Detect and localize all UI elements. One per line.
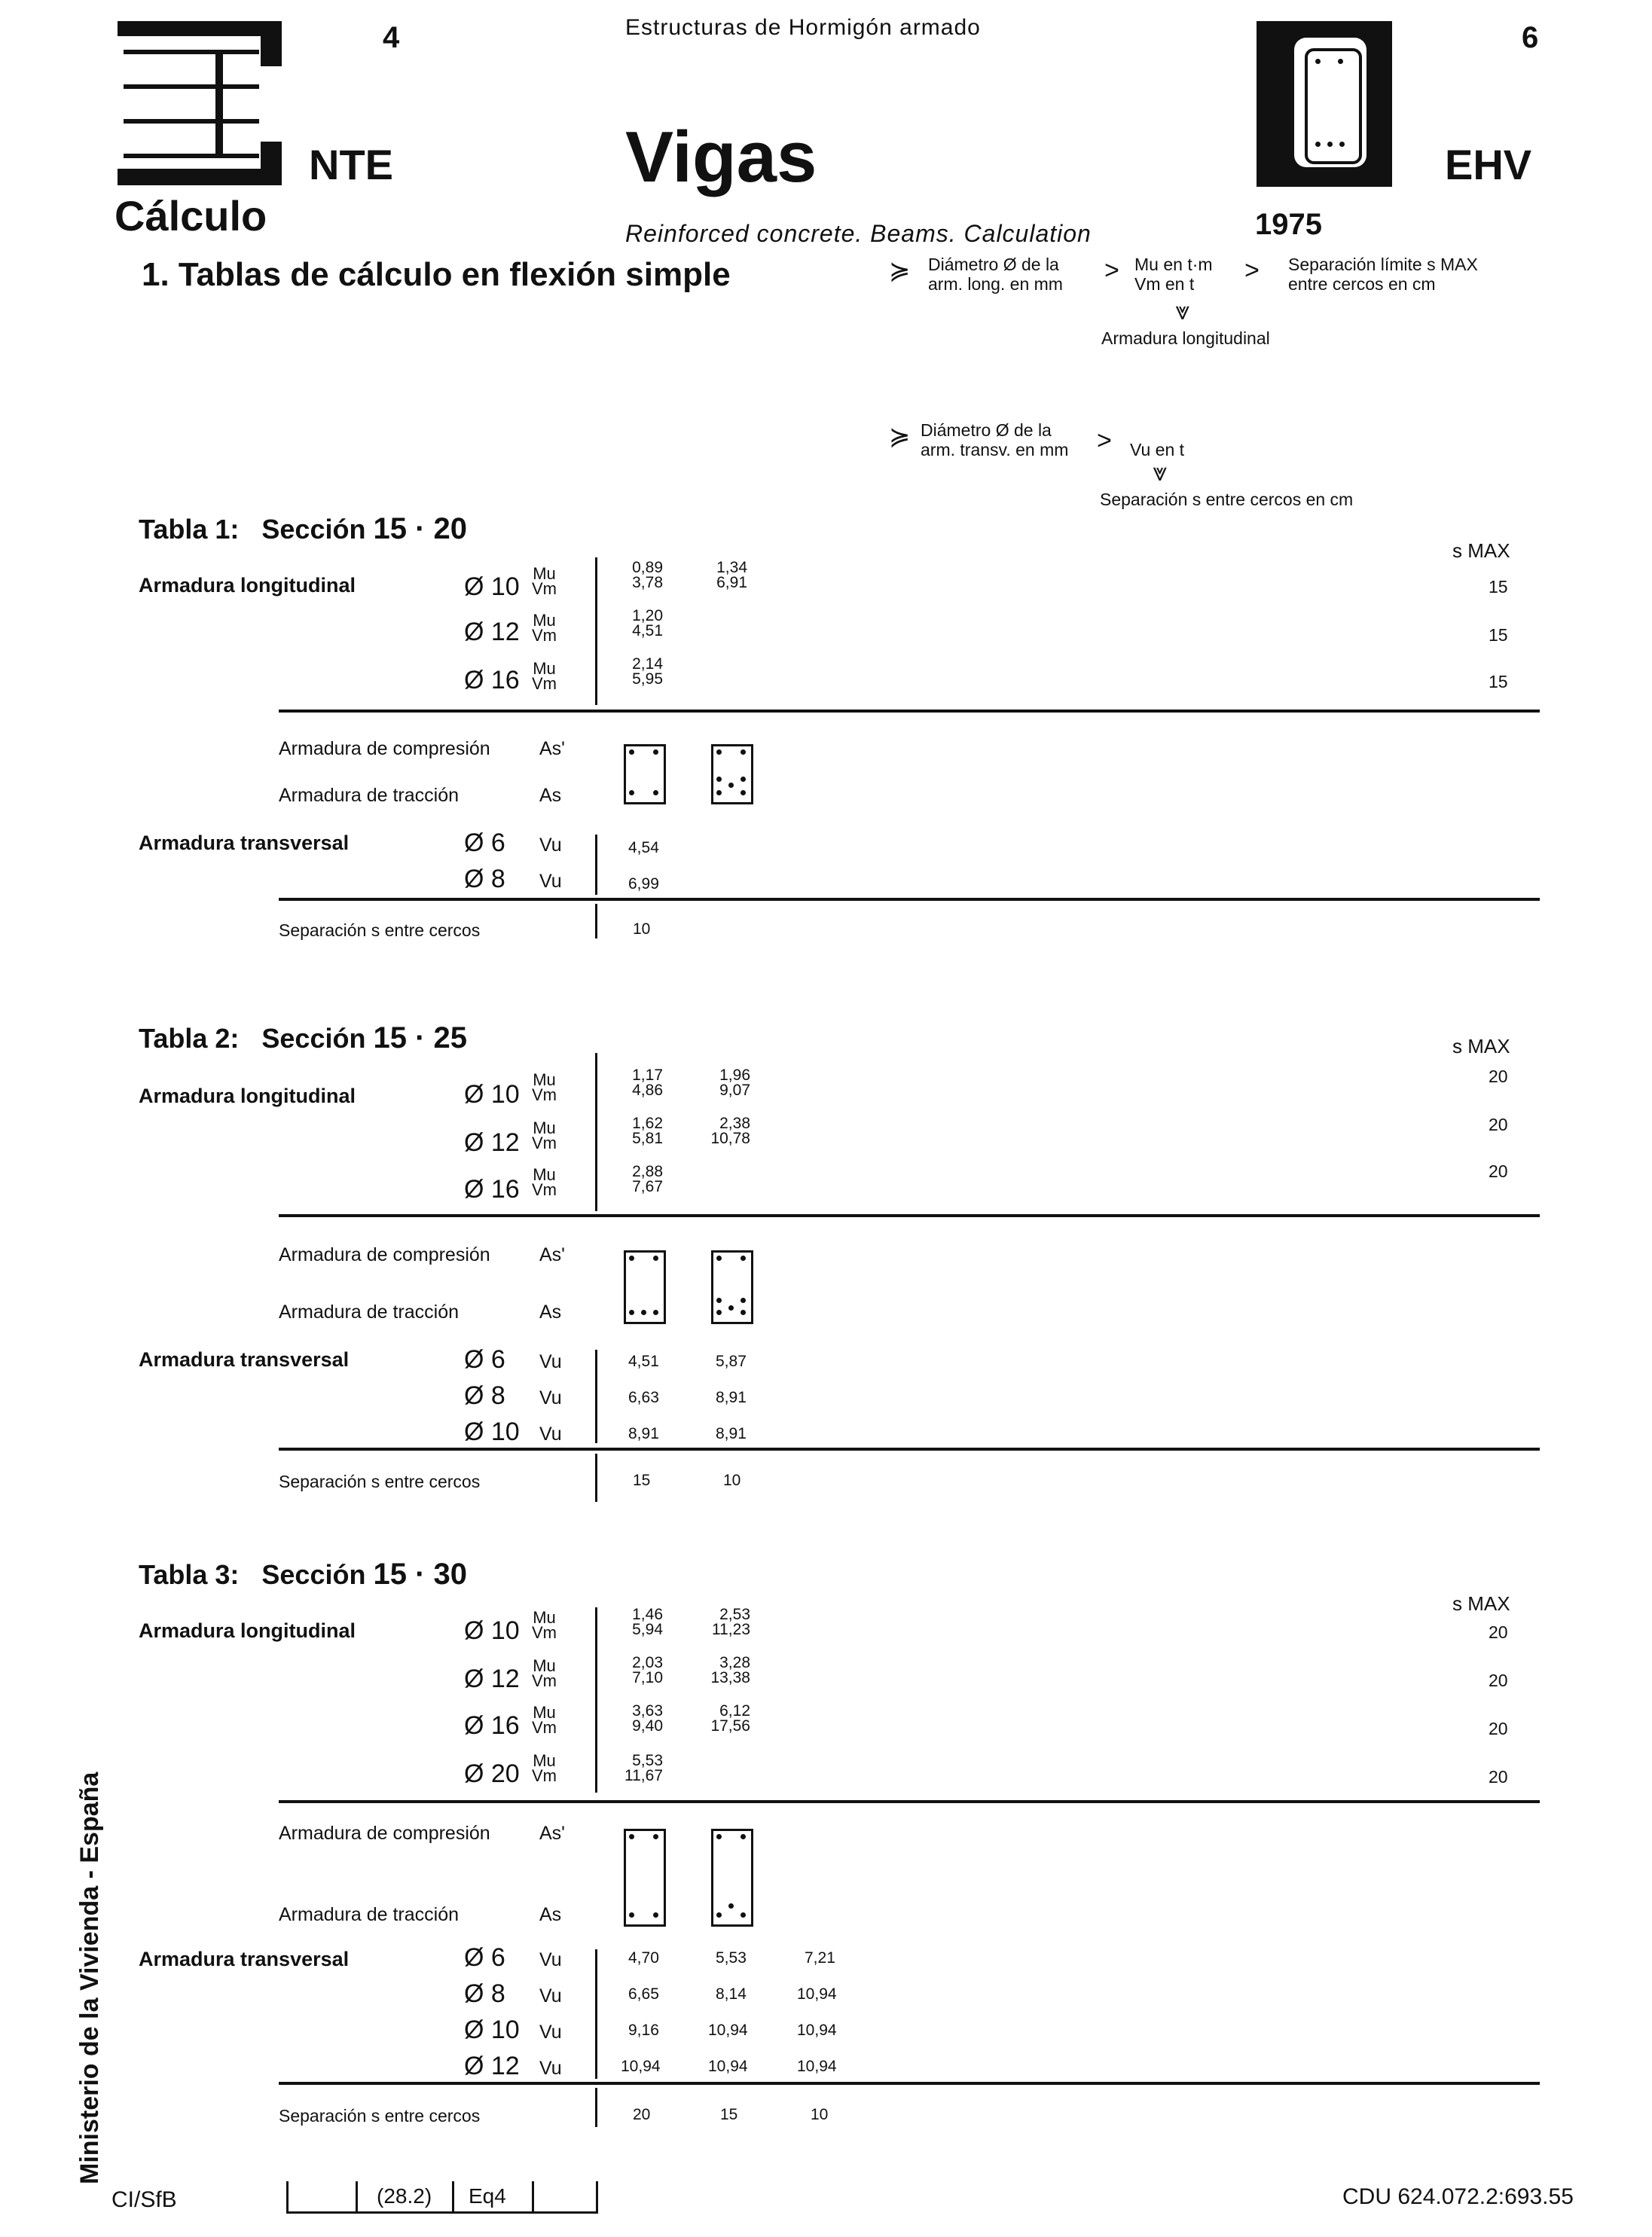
phi-label: Ø 12 xyxy=(464,1665,520,1693)
value-cell: 5,53 xyxy=(716,1949,747,1967)
arrow-down-icon: ⩔ xyxy=(1175,297,1190,325)
value-cell: 2,03 7,10 xyxy=(632,1654,663,1686)
sep-value: 15 xyxy=(633,1472,651,1489)
phi-label: Ø 8 xyxy=(464,865,505,893)
vu-label: Vu xyxy=(539,1351,562,1372)
trac-label: Armadura de tracción xyxy=(279,1904,460,1925)
phi-label: Ø 10 xyxy=(464,2016,520,2044)
value-cell: 1,17 4,86 xyxy=(632,1067,663,1099)
value-cell: 10,94 xyxy=(621,2058,661,2075)
legend-long-item3: Separación límite s MAX entre cercos en cm xyxy=(1288,255,1478,294)
value-cell: 1,34 6,91 xyxy=(716,559,747,591)
value-cell: 8,14 xyxy=(716,1985,747,2003)
phi-label: Ø 10 xyxy=(464,1080,520,1109)
trans-label: Armadura transversal xyxy=(139,832,350,854)
vu-label: Vu xyxy=(539,871,562,892)
smax-value: 15 xyxy=(1489,577,1508,597)
vu-label: Vu xyxy=(539,1424,562,1445)
phi-label: Ø 16 xyxy=(464,666,520,694)
legend-long-caption: Armadura longitudinal xyxy=(1101,328,1270,348)
trac-label: Armadura de tracción xyxy=(279,785,460,806)
trac-symbol: As xyxy=(539,1302,562,1323)
value-cell: 1,46 5,94 xyxy=(632,1606,663,1638)
page-left-number: 4 xyxy=(383,21,400,54)
page-right-number: 6 xyxy=(1522,21,1539,54)
phi-label: Ø 6 xyxy=(464,1943,505,1972)
vu-label: Vu xyxy=(539,2058,562,2079)
beam-section-diagram xyxy=(711,744,753,804)
side-publisher-label: Ministerio de la Vivienda - España xyxy=(75,1772,104,2184)
smax-value: 20 xyxy=(1489,1671,1508,1690)
beam-section-diagram xyxy=(624,744,666,804)
table-divider xyxy=(595,1454,597,1502)
value-cell: 10,94 xyxy=(708,2058,748,2075)
year-label: 1975 xyxy=(1255,208,1322,241)
sep-value: 10 xyxy=(723,1472,741,1489)
legend-trans-item1: Diámetro Ø de la arm. transv. en mm xyxy=(921,420,1069,459)
cisfb-label: CI/SfB xyxy=(111,2187,177,2212)
mu-vm-label: Mu Vm xyxy=(532,1656,557,1690)
calculo-label: Cálculo xyxy=(115,192,267,240)
table-rule xyxy=(279,2082,1540,2085)
value-cell: 3,63 9,40 xyxy=(632,1702,663,1735)
legend-trans-caption: Separación s entre cercos en cm xyxy=(1100,490,1354,509)
table-divider xyxy=(595,1949,597,2079)
value-cell: 2,88 7,67 xyxy=(632,1163,663,1195)
smax-value: 15 xyxy=(1489,625,1508,645)
long-label: Armadura longitudinal xyxy=(139,1085,356,1107)
value-cell: 2,14 5,95 xyxy=(632,655,663,688)
phi-label: Ø 6 xyxy=(464,1345,505,1374)
value-cell: 6,12 17,56 xyxy=(710,1702,750,1735)
smax-value: 20 xyxy=(1489,1067,1508,1086)
logo-left xyxy=(118,21,282,185)
vu-label: Vu xyxy=(539,835,562,856)
smax-value: 20 xyxy=(1489,1161,1508,1181)
beam-section-diagram xyxy=(624,1829,666,1927)
smax-value: 20 xyxy=(1489,1622,1508,1642)
smax-value: 20 xyxy=(1489,1767,1508,1787)
arrow-icon: > xyxy=(1104,256,1119,285)
mu-vm-label: Mu Vm xyxy=(532,1751,557,1785)
phi-label: Ø 16 xyxy=(464,1175,520,1204)
phi-label: Ø 8 xyxy=(464,1381,505,1410)
phi-label: Ø 10 xyxy=(464,572,520,601)
value-cell: 5,87 xyxy=(716,1353,747,1370)
table-divider xyxy=(595,2088,597,2127)
table-divider xyxy=(595,557,597,705)
value-cell: 10,94 xyxy=(797,2058,837,2075)
value-cell: 6,63 xyxy=(628,1389,659,1406)
value-cell: 8,91 xyxy=(716,1389,747,1406)
long-label: Armadura longitudinal xyxy=(139,574,356,597)
sep-label: Separación s entre cercos xyxy=(279,1472,481,1491)
classification-box-3: Eq4 xyxy=(469,2184,506,2208)
phi-label: Ø 20 xyxy=(464,1759,520,1788)
value-cell: 4,70 xyxy=(628,1949,659,1967)
arrow-icon: ≽ xyxy=(889,423,911,451)
beam-section-diagram xyxy=(711,1829,753,1927)
comp-symbol: As' xyxy=(539,1823,565,1844)
phi-label: Ø 6 xyxy=(464,829,505,857)
comp-symbol: As' xyxy=(539,1244,565,1265)
arrow-icon: > xyxy=(1244,256,1260,285)
table-rule xyxy=(279,1448,1540,1451)
table-divider xyxy=(595,904,597,938)
value-cell: 2,38 10,78 xyxy=(710,1115,750,1147)
sep-value: 20 xyxy=(633,2106,651,2123)
table-rule xyxy=(279,898,1540,901)
value-cell: 4,54 xyxy=(628,839,659,856)
comp-symbol: As' xyxy=(539,738,565,759)
table-rule xyxy=(279,1800,1540,1803)
sep-value: 15 xyxy=(720,2106,738,2123)
sep-value: 10 xyxy=(811,2106,829,2123)
value-cell: 4,51 xyxy=(628,1353,659,1370)
sep-label: Separación s entre cercos xyxy=(279,2106,481,2126)
table3-title: Tabla 3: Sección 15 · 30 xyxy=(139,1558,467,1591)
table2-title: Tabla 2: Sección 15 · 25 xyxy=(139,1021,467,1054)
vu-label: Vu xyxy=(539,1387,562,1408)
legend-long-item1: Diámetro Ø de la arm. long. en mm xyxy=(928,255,1063,294)
mu-vm-label: Mu Vm xyxy=(532,1118,557,1152)
table-divider xyxy=(595,1053,597,1211)
table-rule xyxy=(279,1214,1540,1217)
smax-value: 20 xyxy=(1489,1719,1508,1738)
value-cell: 10,94 xyxy=(797,1985,837,2003)
phi-label: Ø 10 xyxy=(464,1418,520,1446)
value-cell: 10,94 xyxy=(708,2022,748,2039)
beam-section-diagram xyxy=(624,1250,666,1324)
table-divider xyxy=(595,835,597,895)
phi-label: Ø 10 xyxy=(464,1616,520,1645)
arrow-down-icon: ⩔ xyxy=(1153,458,1168,487)
table1-title: Tabla 1: Sección 15 · 20 xyxy=(139,512,467,545)
vu-label: Vu xyxy=(539,2022,562,2043)
sep-label: Separación s entre cercos xyxy=(279,920,481,940)
classification-box-2: (28.2) xyxy=(377,2184,432,2208)
arrow-icon: > xyxy=(1097,426,1112,455)
smax-value: 20 xyxy=(1489,1115,1508,1134)
value-cell: 1,96 9,07 xyxy=(719,1067,750,1099)
value-cell: 2,53 11,23 xyxy=(712,1606,750,1638)
mu-vm-label: Mu Vm xyxy=(532,564,557,598)
section-title: 1. Tablas de cálculo en flexión simple xyxy=(142,256,731,293)
phi-label: Ø 12 xyxy=(464,618,520,646)
phi-label: Ø 16 xyxy=(464,1711,520,1740)
value-cell: 6,99 xyxy=(628,875,659,893)
nte-label: NTE xyxy=(309,141,393,188)
page-title: Vigas xyxy=(625,117,817,197)
table-divider xyxy=(595,1350,597,1443)
mu-vm-label: Mu Vm xyxy=(532,1165,557,1199)
trac-symbol: As xyxy=(539,785,562,806)
value-cell: 8,91 xyxy=(628,1425,659,1442)
legend-long-item2: Mu en t·m Vm en t xyxy=(1134,255,1213,294)
logo-right xyxy=(1257,21,1392,187)
trans-label: Armadura transversal xyxy=(139,1948,350,1970)
smax-header: s MAX xyxy=(1452,539,1510,562)
value-cell: 10,94 xyxy=(797,2022,837,2039)
trans-label: Armadura transversal xyxy=(139,1348,350,1371)
value-cell: 8,91 xyxy=(716,1425,747,1442)
smax-header: s MAX xyxy=(1452,1035,1510,1057)
value-cell: 9,16 xyxy=(628,2022,659,2039)
comp-label: Armadura de compresión xyxy=(279,738,490,759)
phi-label: Ø 12 xyxy=(464,2052,520,2080)
value-cell: 7,21 xyxy=(805,1949,835,1967)
sep-value: 10 xyxy=(633,920,651,938)
cdu-label: CDU 624.072.2:693.55 xyxy=(1342,2184,1574,2209)
mu-vm-label: Mu Vm xyxy=(532,1608,557,1642)
topic-header: Estructuras de Hormigón armado xyxy=(625,15,981,40)
beam-section-diagram xyxy=(711,1250,753,1324)
smax-value: 15 xyxy=(1489,672,1508,691)
long-label: Armadura longitudinal xyxy=(139,1619,356,1642)
comp-label: Armadura de compresión xyxy=(279,1244,490,1265)
trac-label: Armadura de tracción xyxy=(279,1302,460,1323)
table-rule xyxy=(279,710,1540,713)
trac-symbol: As xyxy=(539,1904,562,1925)
arrow-icon: ≽ xyxy=(889,257,911,285)
code-label: EHV xyxy=(1445,141,1532,188)
vu-label: Vu xyxy=(539,1949,562,1970)
value-cell: 3,28 13,38 xyxy=(710,1654,750,1686)
value-cell: 6,65 xyxy=(628,1985,659,2003)
value-cell: 1,62 5,81 xyxy=(632,1115,663,1147)
phi-label: Ø 8 xyxy=(464,1979,505,2008)
subtitle: Reinforced concrete. Beams. Calculation xyxy=(625,220,1092,247)
smax-header: s MAX xyxy=(1452,1592,1510,1615)
value-cell: 0,89 3,78 xyxy=(632,559,663,591)
mu-vm-label: Mu Vm xyxy=(532,1070,557,1104)
classification-boxes xyxy=(286,2181,598,2214)
mu-vm-label: Mu Vm xyxy=(532,611,557,645)
mu-vm-label: Mu Vm xyxy=(532,1703,557,1737)
table-divider xyxy=(595,1607,597,1793)
value-cell: 5,53 11,67 xyxy=(624,1752,663,1784)
vu-label: Vu xyxy=(539,1985,562,2007)
mu-vm-label: Mu Vm xyxy=(532,659,557,693)
legend-trans-item2: Vu en t xyxy=(1130,440,1185,459)
phi-label: Ø 12 xyxy=(464,1128,520,1157)
value-cell: 1,20 4,51 xyxy=(632,607,663,639)
comp-label: Armadura de compresión xyxy=(279,1823,490,1844)
